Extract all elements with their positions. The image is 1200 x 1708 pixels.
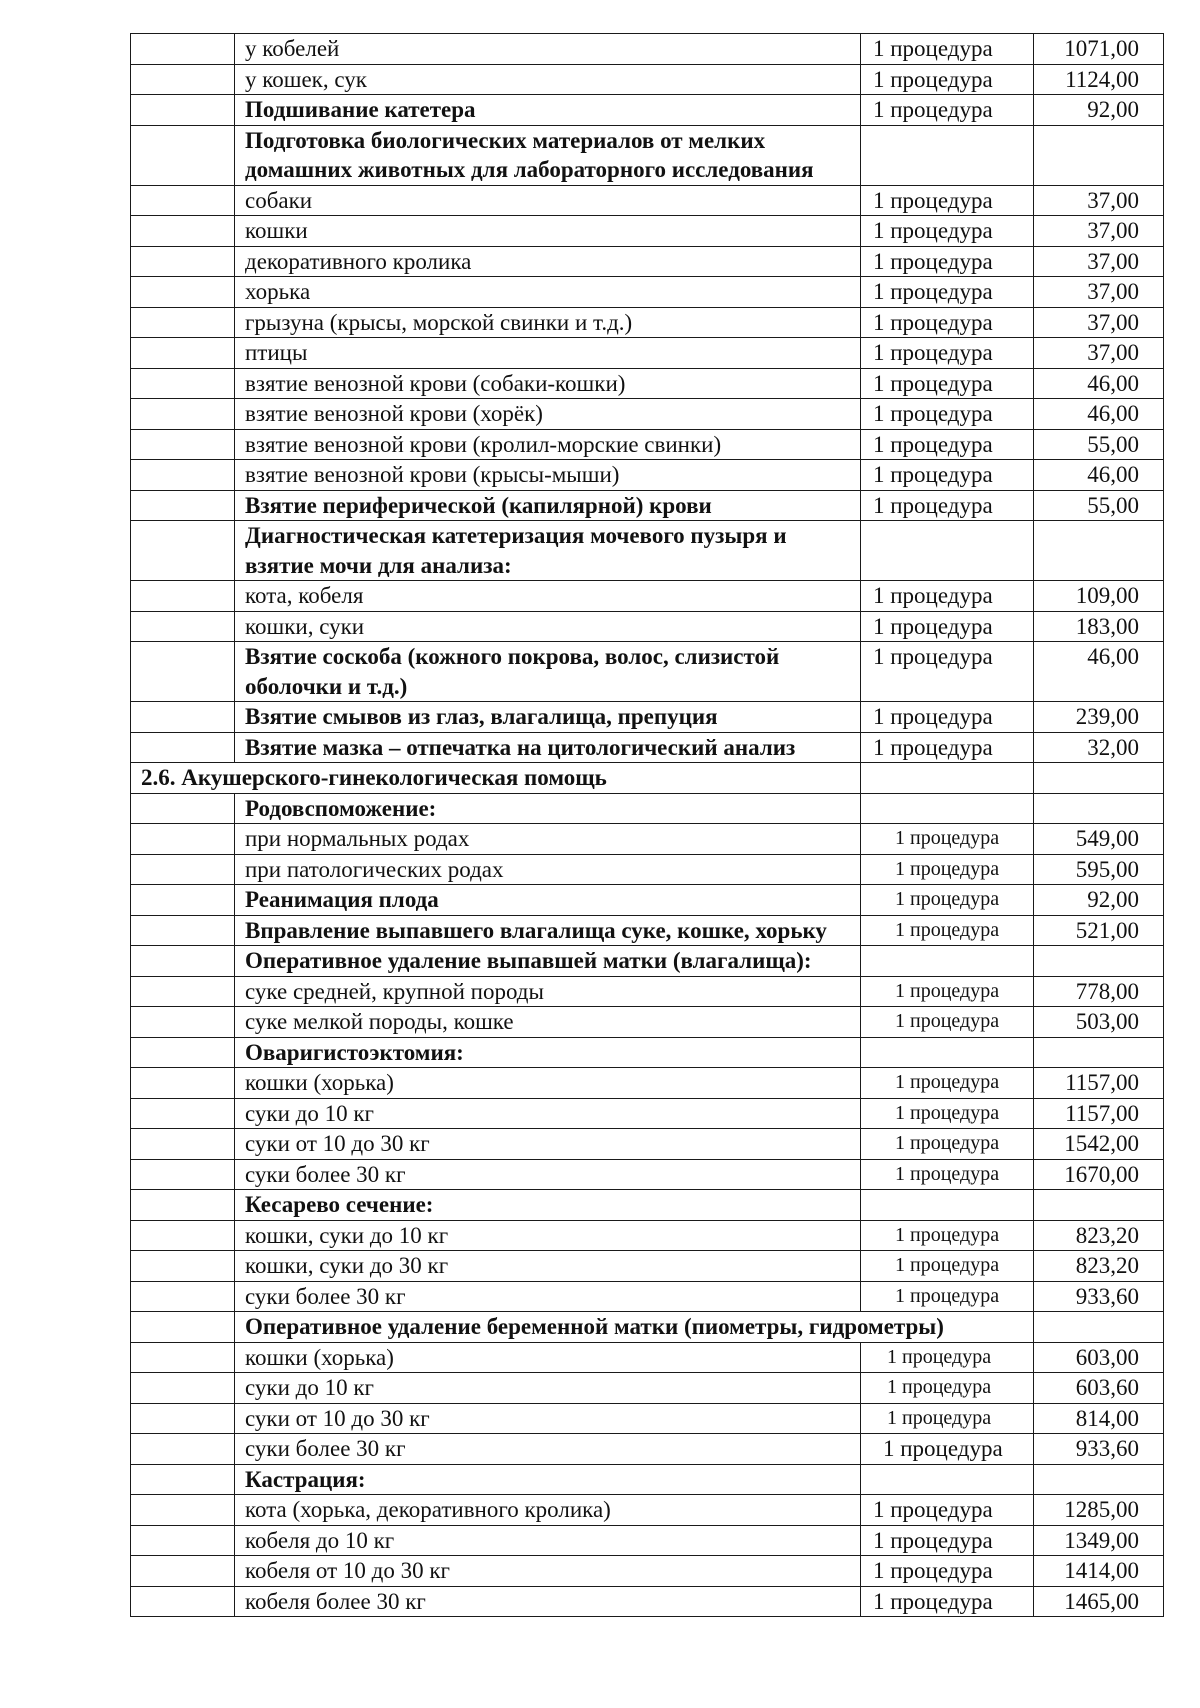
section-row	[131, 763, 1164, 794]
unit-cell: 1 процедура	[861, 216, 1034, 247]
table-row	[131, 125, 1164, 185]
number-cell	[131, 1098, 235, 1129]
number-cell	[131, 1220, 235, 1251]
number-cell	[131, 1434, 235, 1465]
table-row	[131, 976, 1164, 1007]
table-row	[131, 95, 1164, 126]
table-row	[131, 611, 1164, 642]
number-cell	[131, 1586, 235, 1617]
price-cell	[1034, 763, 1164, 794]
unit-cell: 1 процедура	[861, 338, 1034, 369]
unit-cell: 1 процедура	[861, 1556, 1034, 1587]
price-cell: 933,60	[1034, 1281, 1164, 1312]
price-cell: 1124,00	[1034, 64, 1164, 95]
price-cell: 37,00	[1034, 246, 1164, 277]
table-row	[131, 1403, 1164, 1434]
service-name: суке средней, крупной породы	[235, 976, 861, 1007]
service-name: суки до 10 кг	[235, 1373, 861, 1404]
number-cell	[131, 1007, 235, 1038]
service-name: кошки (хорька)	[235, 1068, 861, 1099]
price-cell: 46,00	[1034, 460, 1164, 491]
price-cell: 814,00	[1034, 1403, 1164, 1434]
service-name: Вправление выпавшего влагалища суке, кошке, хорьку	[235, 915, 861, 946]
table-row	[131, 581, 1164, 612]
service-name: взятие венозной крови (крысы-мыши)	[235, 460, 861, 491]
service-name: суки от 10 до 30 кг	[235, 1129, 861, 1160]
table-row	[131, 1190, 1164, 1221]
unit-cell: 1 процедура	[861, 277, 1034, 308]
unit-cell: 1 процедура	[861, 976, 1034, 1007]
service-name: птицы	[235, 338, 861, 369]
unit-cell: 1 процедура	[861, 95, 1034, 126]
number-cell	[131, 246, 235, 277]
number-cell	[131, 1129, 235, 1160]
service-name: суки более 30 кг	[235, 1434, 861, 1465]
service-name: суки более 30 кг	[235, 1159, 861, 1190]
price-cell: 46,00	[1034, 642, 1164, 702]
number-cell	[131, 611, 235, 642]
unit-cell: 1 процедура	[861, 460, 1034, 491]
price-cell: 37,00	[1034, 185, 1164, 216]
unit-cell: 1 процедура	[861, 1373, 1034, 1404]
service-name: Оперативное удаление беременной матки (пиометры, гидрометры)	[235, 1312, 1034, 1343]
table-row	[131, 399, 1164, 430]
table-row	[131, 1007, 1164, 1038]
unit-cell: 1 процедура	[861, 1007, 1034, 1038]
price-table-body	[131, 34, 1164, 1617]
number-cell	[131, 1068, 235, 1099]
service-name: собаки	[235, 185, 861, 216]
unit-cell: 1 процедура	[861, 915, 1034, 946]
unit-cell: 1 процедура	[861, 854, 1034, 885]
table-row	[131, 1342, 1164, 1373]
unit-cell	[861, 793, 1034, 824]
service-name: Взятие мазка – отпечатка на цитологический анализ	[235, 732, 861, 763]
table-row	[131, 1037, 1164, 1068]
unit-cell: 1 процедура	[861, 732, 1034, 763]
price-cell: 778,00	[1034, 976, 1164, 1007]
unit-cell: 1 процедура	[861, 368, 1034, 399]
service-name: Кесарево сечение:	[235, 1190, 861, 1221]
service-name: Подшивание катетера	[235, 95, 861, 126]
service-name: кошки, суки	[235, 611, 861, 642]
price-cell: 603,60	[1034, 1373, 1164, 1404]
unit-cell: 1 процедура	[861, 1098, 1034, 1129]
table-row	[131, 277, 1164, 308]
unit-cell: 1 процедура	[861, 64, 1034, 95]
table-row	[131, 1586, 1164, 1617]
price-cell: 1157,00	[1034, 1098, 1164, 1129]
number-cell	[131, 277, 235, 308]
service-name: кота, кобеля	[235, 581, 861, 612]
table-row	[131, 521, 1164, 581]
section-title: 2.6. Акушерского-гинекологическая помощь	[131, 763, 861, 794]
service-name: при нормальных родах	[235, 824, 861, 855]
unit-cell: 1 процедура	[861, 1586, 1034, 1617]
unit-cell: 1 процедура	[861, 611, 1034, 642]
price-cell	[1034, 946, 1164, 977]
price-cell: 239,00	[1034, 702, 1164, 733]
unit-cell	[861, 521, 1034, 581]
unit-cell: 1 процедура	[861, 246, 1034, 277]
price-cell: 55,00	[1034, 429, 1164, 460]
service-name: Взятие периферической (капилярной) крови	[235, 490, 861, 521]
service-name: Диагностическая катетеризация мочевого пузыря и взятие мочи для анализа:	[235, 521, 861, 581]
price-cell	[1034, 1464, 1164, 1495]
number-cell	[131, 793, 235, 824]
unit-cell: 1 процедура	[861, 642, 1034, 702]
price-cell: 1071,00	[1034, 34, 1164, 65]
service-name: суки до 10 кг	[235, 1098, 861, 1129]
number-cell	[131, 1190, 235, 1221]
price-cell	[1034, 793, 1164, 824]
unit-cell: 1 процедура	[861, 1495, 1034, 1526]
service-name: Кастрация:	[235, 1464, 861, 1495]
table-row	[131, 1464, 1164, 1495]
price-cell: 109,00	[1034, 581, 1164, 612]
number-cell	[131, 1251, 235, 1282]
service-name: у кошек, сук	[235, 64, 861, 95]
table-row	[131, 1068, 1164, 1099]
table-row	[131, 1434, 1164, 1465]
number-cell	[131, 1495, 235, 1526]
table-row	[131, 338, 1164, 369]
number-cell	[131, 185, 235, 216]
price-cell: 1285,00	[1034, 1495, 1164, 1526]
unit-cell: 1 процедура	[861, 824, 1034, 855]
price-cell: 32,00	[1034, 732, 1164, 763]
table-row	[131, 885, 1164, 916]
table-row	[131, 793, 1164, 824]
number-cell	[131, 1312, 235, 1343]
number-cell	[131, 581, 235, 612]
price-cell: 55,00	[1034, 490, 1164, 521]
price-cell: 1414,00	[1034, 1556, 1164, 1587]
unit-cell	[861, 1464, 1034, 1495]
unit-cell: 1 процедура	[861, 1129, 1034, 1160]
table-row	[131, 1159, 1164, 1190]
price-cell: 549,00	[1034, 824, 1164, 855]
number-cell	[131, 854, 235, 885]
number-cell	[131, 1556, 235, 1587]
table-row	[131, 732, 1164, 763]
number-cell	[131, 1373, 235, 1404]
price-cell	[1034, 1312, 1164, 1343]
price-cell: 1542,00	[1034, 1129, 1164, 1160]
service-name: кошки, суки до 30 кг	[235, 1251, 861, 1282]
number-cell	[131, 1525, 235, 1556]
table-row	[131, 185, 1164, 216]
number-cell	[131, 732, 235, 763]
price-cell: 595,00	[1034, 854, 1164, 885]
table-row	[131, 702, 1164, 733]
price-cell: 37,00	[1034, 216, 1164, 247]
price-cell: 933,60	[1034, 1434, 1164, 1465]
table-row	[131, 1495, 1164, 1526]
number-cell	[131, 1342, 235, 1373]
number-cell	[131, 64, 235, 95]
table-row	[131, 1098, 1164, 1129]
number-cell	[131, 34, 235, 65]
number-cell	[131, 642, 235, 702]
service-name: Оперативное удаление выпавшей матки (влагалища):	[235, 946, 861, 977]
table-row	[131, 824, 1164, 855]
table-row	[131, 1251, 1164, 1282]
price-cell: 503,00	[1034, 1007, 1164, 1038]
table-row	[131, 1373, 1164, 1404]
service-name: Подготовка биологических материалов от мелких домашних животных для лабораторного исследования	[235, 125, 861, 185]
service-name: Взятие смывов из глаз, влагалища, препуция	[235, 702, 861, 733]
number-cell	[131, 521, 235, 581]
unit-cell	[861, 125, 1034, 185]
number-cell	[131, 429, 235, 460]
price-cell: 521,00	[1034, 915, 1164, 946]
unit-cell: 1 процедура	[861, 1281, 1034, 1312]
service-name: кошки, суки до 10 кг	[235, 1220, 861, 1251]
table-row	[131, 1281, 1164, 1312]
unit-cell: 1 процедура	[861, 581, 1034, 612]
service-name: взятие венозной крови (хорёк)	[235, 399, 861, 430]
table-row	[131, 854, 1164, 885]
table-row	[131, 460, 1164, 491]
number-cell	[131, 824, 235, 855]
table-row	[131, 246, 1164, 277]
service-name: у кобелей	[235, 34, 861, 65]
table-row	[131, 216, 1164, 247]
price-cell: 1465,00	[1034, 1586, 1164, 1617]
service-name: суке мелкой породы, кошке	[235, 1007, 861, 1038]
number-cell	[131, 399, 235, 430]
price-cell: 823,20	[1034, 1220, 1164, 1251]
price-cell: 37,00	[1034, 277, 1164, 308]
service-name: взятие венозной крови (кролил-морские свинки)	[235, 429, 861, 460]
number-cell	[131, 460, 235, 491]
table-row	[131, 1129, 1164, 1160]
service-name: кошки (хорька)	[235, 1342, 861, 1373]
price-cell: 37,00	[1034, 307, 1164, 338]
service-name: суки от 10 до 30 кг	[235, 1403, 861, 1434]
number-cell	[131, 307, 235, 338]
unit-cell: 1 процедура	[861, 1159, 1034, 1190]
number-cell	[131, 95, 235, 126]
unit-cell: 1 процедура	[861, 307, 1034, 338]
price-cell: 1670,00	[1034, 1159, 1164, 1190]
service-name: хорька	[235, 277, 861, 308]
service-name: Оваригистоэктомия:	[235, 1037, 861, 1068]
unit-cell: 1 процедура	[861, 1068, 1034, 1099]
number-cell	[131, 976, 235, 1007]
price-cell: 46,00	[1034, 368, 1164, 399]
number-cell	[131, 1403, 235, 1434]
table-row	[131, 307, 1164, 338]
number-cell	[131, 1464, 235, 1495]
unit-cell	[861, 1037, 1034, 1068]
table-row	[131, 490, 1164, 521]
unit-cell	[861, 1190, 1034, 1221]
unit-cell	[861, 946, 1034, 977]
unit-cell: 1 процедура	[861, 490, 1034, 521]
number-cell	[131, 368, 235, 399]
service-name: Взятие соскоба (кожного покрова, волос, слизистой оболочки и т.д.)	[235, 642, 861, 702]
unit-cell: 1 процедура	[861, 1251, 1034, 1282]
unit-cell: 1 процедура	[861, 1525, 1034, 1556]
price-cell: 1157,00	[1034, 1068, 1164, 1099]
table-row	[131, 915, 1164, 946]
price-table	[130, 33, 1164, 1617]
number-cell	[131, 946, 235, 977]
service-name: кота (хорька, декоративного кролика)	[235, 1495, 861, 1526]
price-cell: 92,00	[1034, 95, 1164, 126]
service-name: взятие венозной крови (собаки-кошки)	[235, 368, 861, 399]
table-row	[131, 64, 1164, 95]
price-cell: 603,00	[1034, 1342, 1164, 1373]
table-row	[131, 368, 1164, 399]
table-row	[131, 34, 1164, 65]
price-cell	[1034, 1190, 1164, 1221]
table-row	[131, 429, 1164, 460]
number-cell	[131, 702, 235, 733]
unit-cell: 1 процедура	[861, 885, 1034, 916]
number-cell	[131, 338, 235, 369]
number-cell	[131, 1281, 235, 1312]
unit-cell	[861, 763, 1034, 794]
number-cell	[131, 490, 235, 521]
table-row	[131, 1312, 1164, 1343]
service-name: Родовспоможение:	[235, 793, 861, 824]
unit-cell: 1 процедура	[861, 702, 1034, 733]
service-name: при патологических родах	[235, 854, 861, 885]
number-cell	[131, 125, 235, 185]
price-cell	[1034, 521, 1164, 581]
table-row	[131, 946, 1164, 977]
service-name: кобеля более 30 кг	[235, 1586, 861, 1617]
price-cell	[1034, 125, 1164, 185]
number-cell	[131, 915, 235, 946]
unit-cell: 1 процедура	[861, 1434, 1034, 1465]
price-cell: 37,00	[1034, 338, 1164, 369]
service-name: грызуна (крысы, морской свинки и т.д.)	[235, 307, 861, 338]
price-cell: 823,20	[1034, 1251, 1164, 1282]
unit-cell: 1 процедура	[861, 429, 1034, 460]
number-cell	[131, 885, 235, 916]
unit-cell: 1 процедура	[861, 185, 1034, 216]
unit-cell: 1 процедура	[861, 34, 1034, 65]
price-cell: 46,00	[1034, 399, 1164, 430]
price-cell: 92,00	[1034, 885, 1164, 916]
service-name: суки более 30 кг	[235, 1281, 861, 1312]
table-row	[131, 1556, 1164, 1587]
service-name: декоративного кролика	[235, 246, 861, 277]
service-name: кобеля от 10 до 30 кг	[235, 1556, 861, 1587]
number-cell	[131, 1159, 235, 1190]
table-row	[131, 642, 1164, 702]
price-cell: 183,00	[1034, 611, 1164, 642]
table-row	[131, 1220, 1164, 1251]
service-name: кошки	[235, 216, 861, 247]
table-row	[131, 1525, 1164, 1556]
unit-cell: 1 процедура	[861, 1342, 1034, 1373]
price-cell	[1034, 1037, 1164, 1068]
number-cell	[131, 216, 235, 247]
service-name: кобеля до 10 кг	[235, 1525, 861, 1556]
price-cell: 1349,00	[1034, 1525, 1164, 1556]
unit-cell: 1 процедура	[861, 1220, 1034, 1251]
unit-cell: 1 процедура	[861, 399, 1034, 430]
unit-cell: 1 процедура	[861, 1403, 1034, 1434]
service-name: Реанимация плода	[235, 885, 861, 916]
number-cell	[131, 1037, 235, 1068]
